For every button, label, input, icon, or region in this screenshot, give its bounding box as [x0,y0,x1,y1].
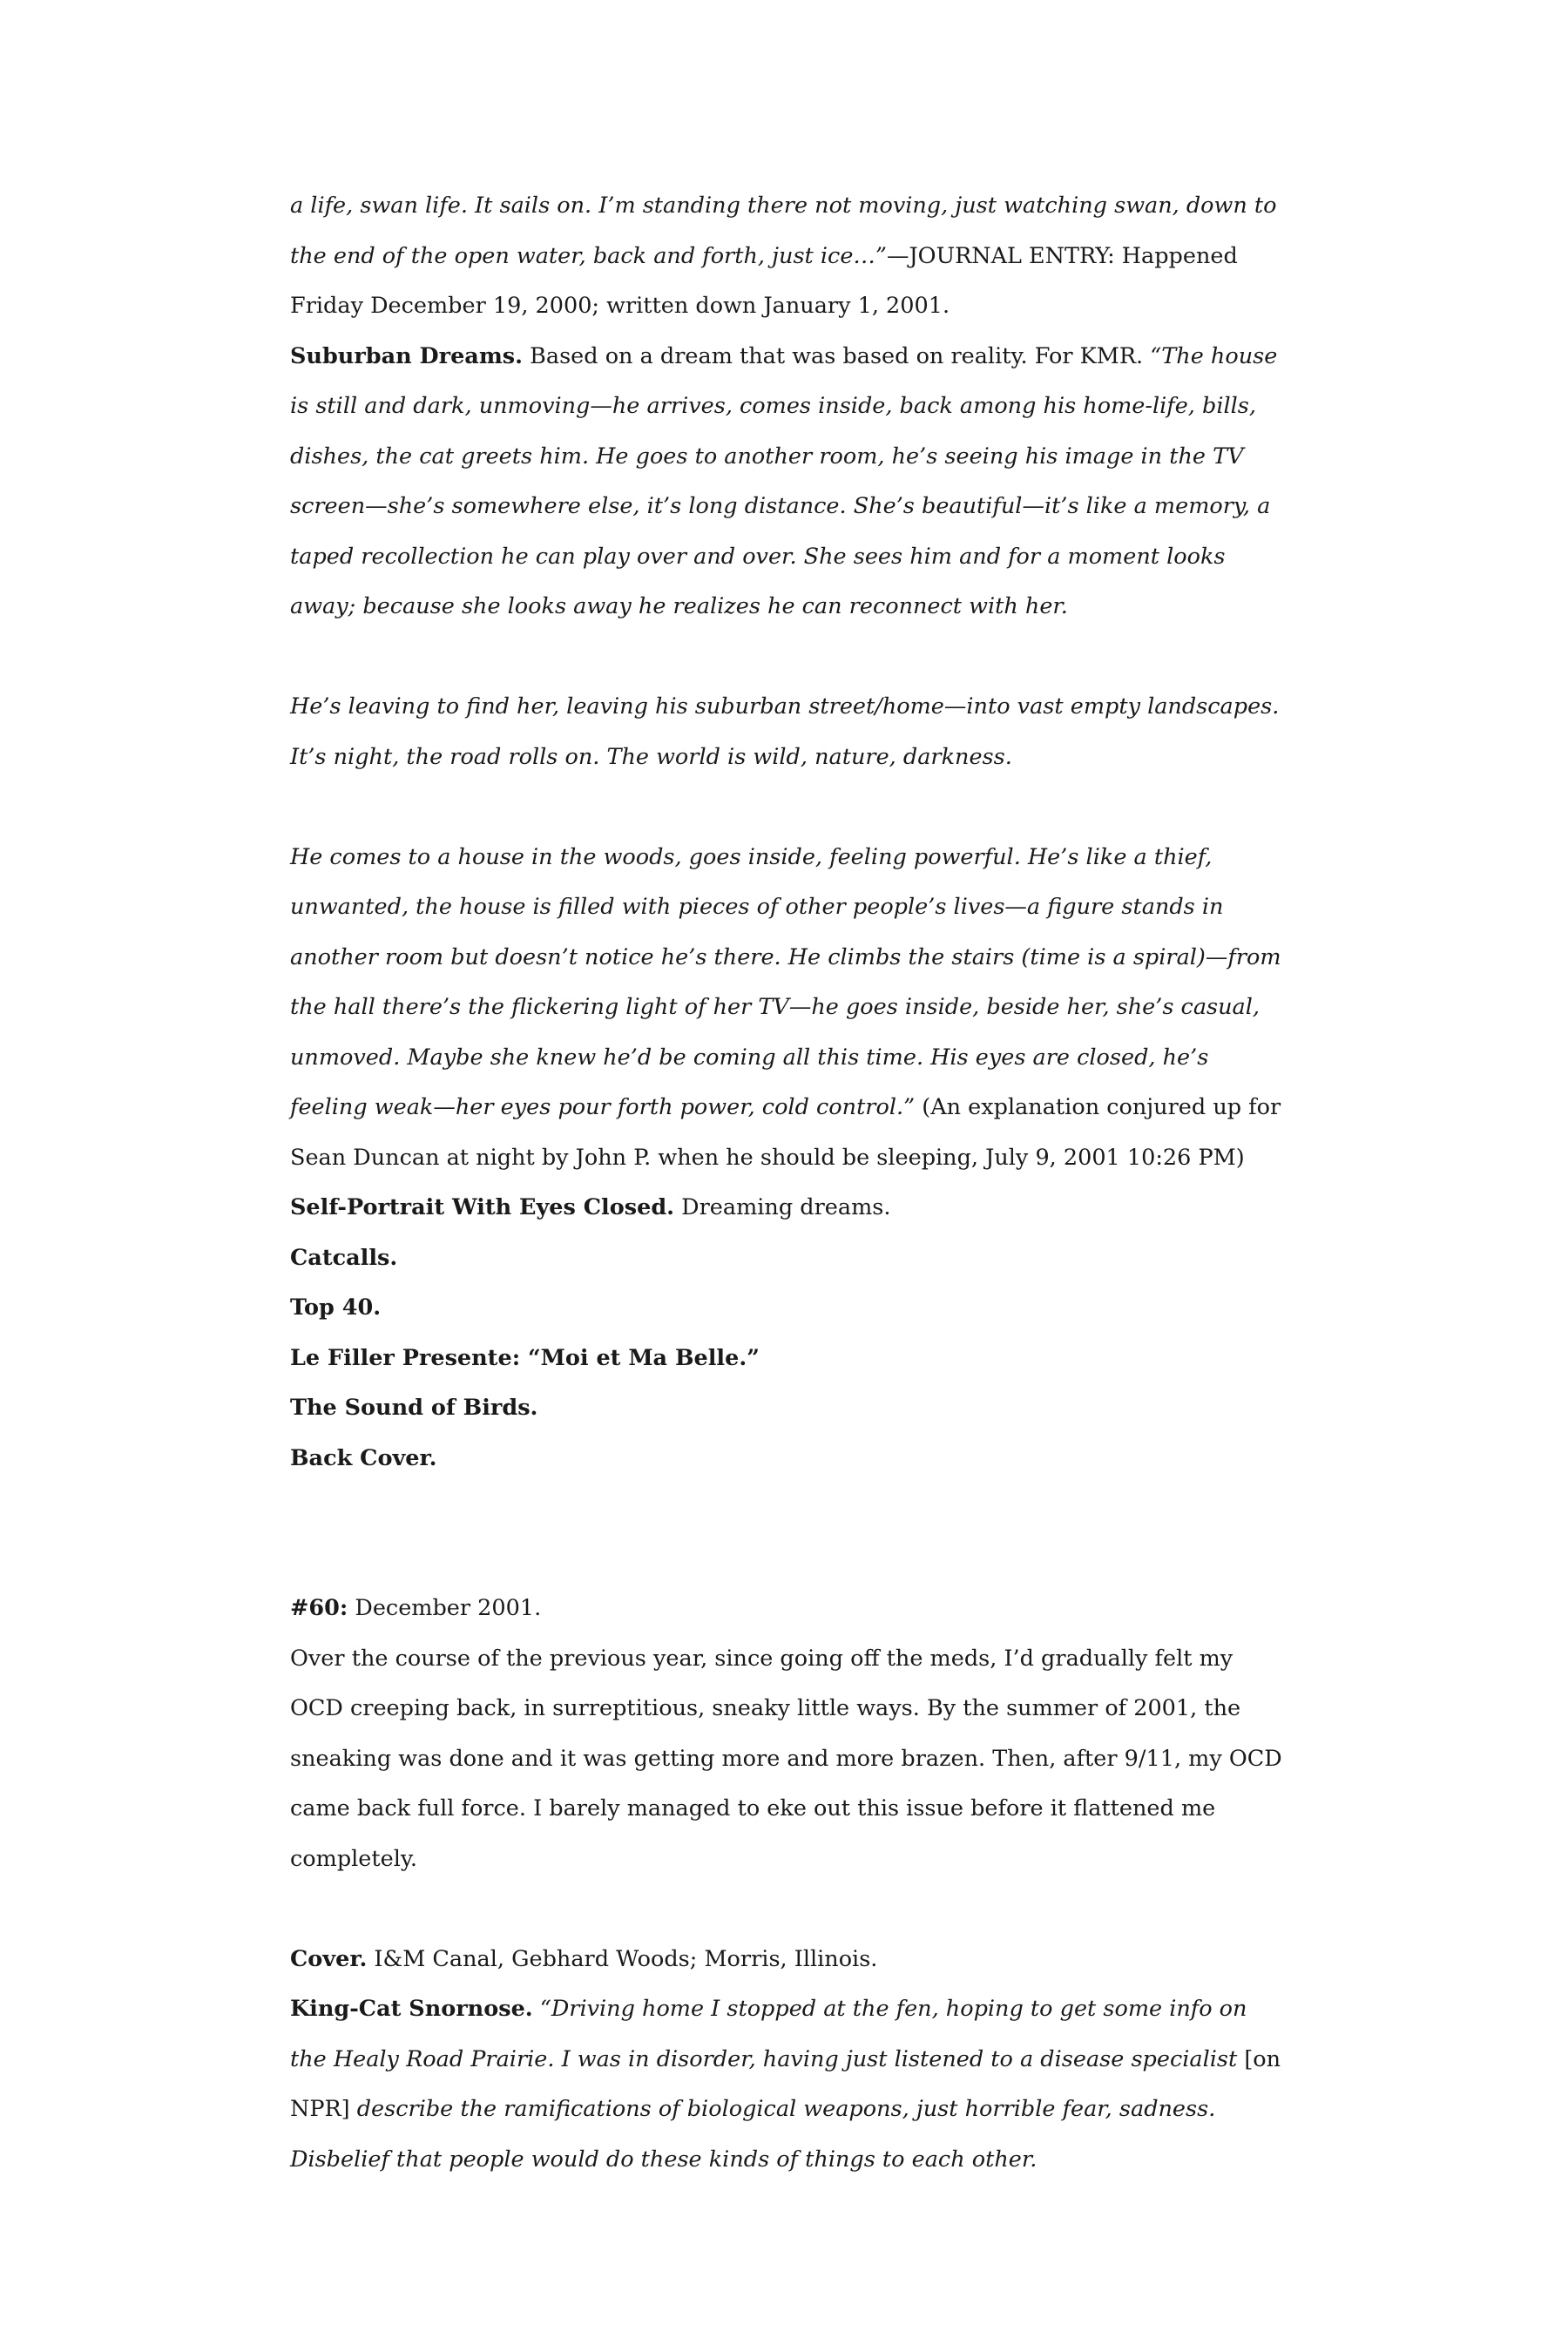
issue-60-number: #60: [290,1595,348,1621]
self-portrait-entry [290,1183,1283,1233]
swan-journal-paragraph [290,181,1283,332]
paragraph-gap [290,1884,1283,1935]
suburban-dreams-entry [290,332,1283,632]
catcalls-title: Catcalls. [290,1244,398,1271]
back-cover-title: Back Cover. [290,1444,437,1471]
cover-title: Cover. [290,1945,368,1972]
top-40-title: Top 40. [290,1294,382,1321]
suburban-dreams-quote-part-1: “The house is still and dark, unmoving—he arrives, comes inside, back among his home-life, bills, dishes, the cat greets him. He goes to another room, he’s seeing his image in the TV screen—she’s somewhere else, it’s long distance. She’s beautiful—it’s like a memory, a taped recollection he can play over and over. She sees him and for a moment looks away; because she looks away he realizes he can reconnect with her. [290,342,1278,619]
snornose-bracket-note: [on NPR] [290,2045,1281,2122]
cover-entry [290,1935,1283,1985]
section-gap [290,1484,1283,1584]
cover-description: I&M Canal, Gebhard Woods; Morris, Illinois. [367,1945,878,1972]
snornose-title: King-Cat Snornose. [290,1996,533,2022]
page-text-column [290,181,1283,2185]
swan-journal-note: —JOURNAL ENTRY: Happened Friday December 19, 2000; written down January 1, 2001. [290,242,1238,319]
sound-of-birds-title: The Sound of Birds. [290,1395,538,1421]
suburban-dreams-quote-part-3: He comes to a house in the woods, goes inside, feeling powerful. He’s like a thief, unwanted, the house is filled with pieces of other people’s lives—a figure stands in another room but doesn’t notice he’s there. He climbs the stairs (time is a spiral)—from the hall there’s the flickering light of her TV—he goes inside, beside her, she’s casual, unmoved. Maybe she knew he’d be coming all this time. His eyes are closed, he’s feeling weak—her eyes pour forth power, cold control.” [290,843,1281,1120]
self-portrait-title: Self-Portrait With Eyes Closed. [290,1194,675,1220]
snornose-quote-part-2: describe the ramifications of biological weapons, just horrible fear, sadness. Disbelief that people would do these kinds of things to each other. [290,2096,1216,2173]
suburban-dreams-explanation: (An explanation conjured up for Sean Duncan at night by John P. when he should be sleeping, July 9, 2001 10:26 PM) [290,1094,1281,1171]
issue-60-date: December 2001. [348,1595,542,1621]
suburban-dreams-quote-part-3-paragraph [290,833,1283,1184]
paragraph-gap [290,782,1283,833]
suburban-dreams-quote-part-2-paragraph [290,682,1283,782]
le-filler-title: Le Filler Presente: “Moi et Ma Belle.” [290,1344,760,1371]
self-portrait-description: Dreaming dreams. [674,1194,891,1220]
snornose-entry [290,1984,1283,2185]
suburban-dreams-description: Based on a dream that was based on reality. For KMR. [523,342,1151,369]
issue-60-heading-line [290,1584,1283,1634]
swan-journal-quote: a life, swan life. It sails on. I’m standing there not moving, just watching swan, down to the end of the open water, back and forth, just ice…” [290,193,1277,269]
suburban-dreams-quote-part-2: He’s leaving to find her, leaving his suburban street/home—into vast empty landscapes. It’s night, the road rolls on. The world is wild, nature, darkness. [290,693,1280,770]
snornose-quote-part-1: “Driving home I stopped at the fen, hoping to get some info on the Healy Road Prairie. I was in disorder, having just listened to a disease specialist [290,1996,1247,2072]
suburban-dreams-title: Suburban Dreams. [290,342,524,369]
issue-60-intro-paragraph: Over the course of the previous year, since going off the meds, I’d gradually felt my OCD creeping back, in surreptitious, sneaky little ways. By the summer of 2001, the sneaking was done and it was getting more and more brazen. Then, after 9/11, my OCD came back full force. I barely managed to eke out this issue before it flattened me completely. [290,1645,1282,1872]
paragraph-gap [290,632,1283,683]
